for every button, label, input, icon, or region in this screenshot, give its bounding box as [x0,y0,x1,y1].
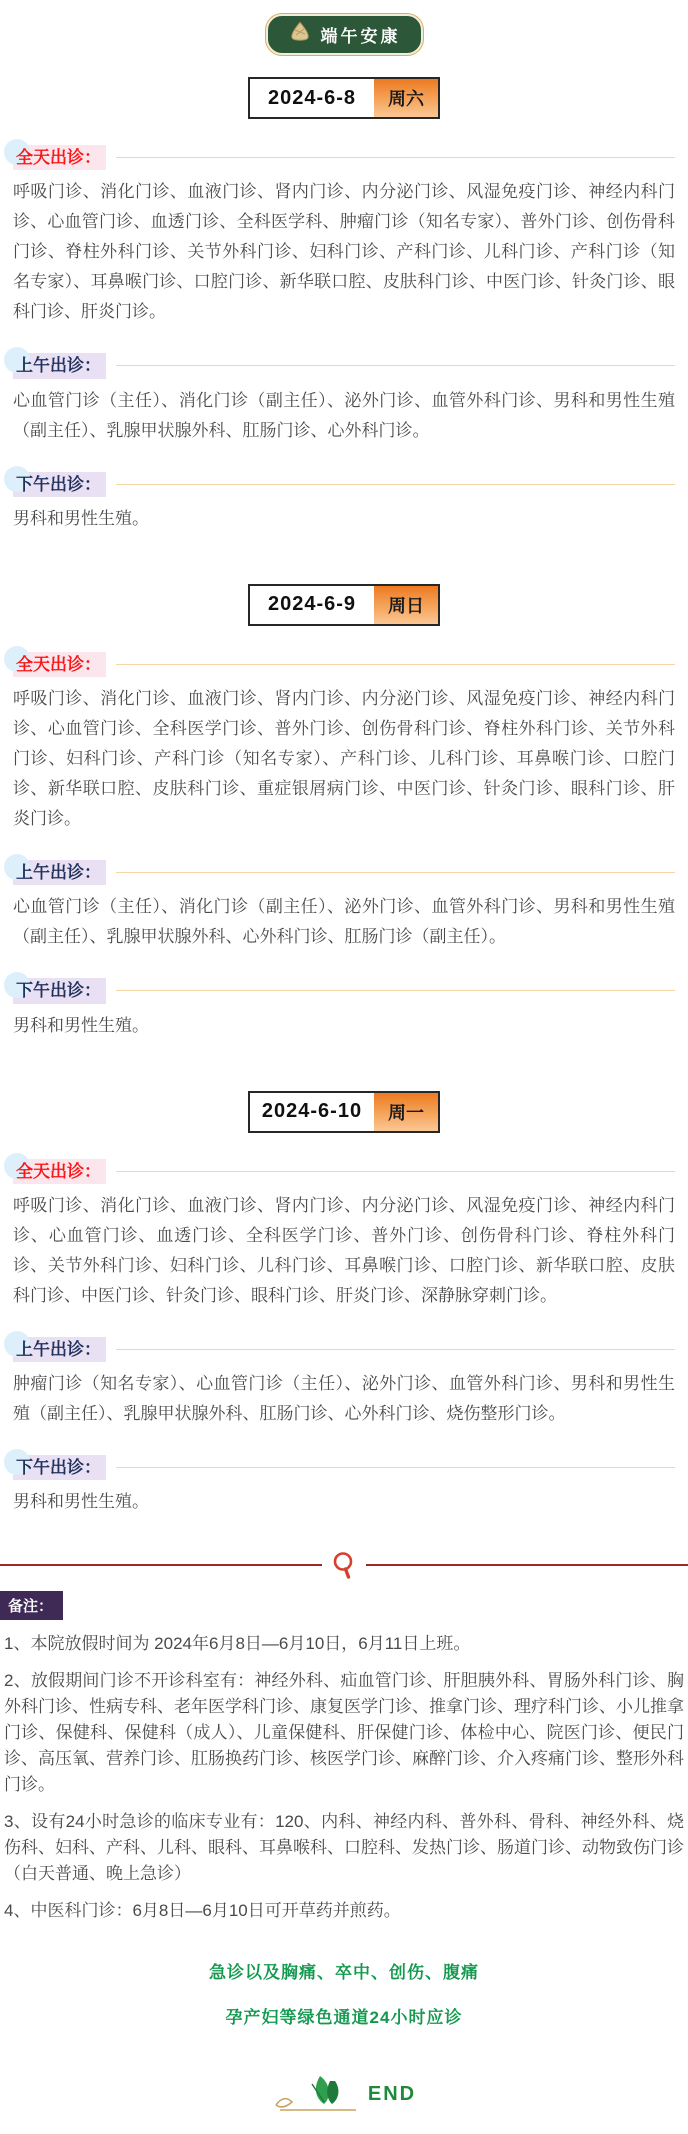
section-label-morning: 上午出诊： [13,353,106,378]
section-rule [116,157,675,158]
section-header-morning [13,1337,675,1362]
section-rule [116,664,675,665]
clinic-list-afternoon: 男科和男性生殖。 [13,508,149,528]
section-label-allday: 全天出诊： [13,652,106,677]
green-line-1: 急诊以及胸痛、卒中、创伤、腹痛 [209,1963,479,1983]
day-section-3 [0,1091,688,1518]
divider-line [0,1564,322,1566]
divider-line [366,1564,688,1566]
section-header-allday [13,652,675,677]
zongzi-icon [288,21,312,48]
section-rule [116,484,675,485]
day-content [0,652,688,1041]
date-text: 2024-6-10 [261,1100,363,1122]
weekday-badge: 周日 [374,586,438,624]
section-rule [116,1171,675,1172]
date-card [248,1091,440,1133]
section-rule [116,365,675,366]
end-label: END [367,2083,417,2106]
green-emphasis [0,1958,688,2028]
section-header-afternoon [13,978,675,1003]
leaf-icon [272,2072,360,2116]
section-header-morning [13,860,675,885]
badge-label: 端午安康 [320,27,401,46]
section-label-morning: 上午出诊： [13,860,106,885]
notes-section [0,1591,688,1924]
section-label-afternoon: 下午出诊： [13,978,106,1003]
green-line-2: 孕产妇等绿色通道24小时应诊 [225,2008,463,2028]
note-item-3: 3、设有24小时急诊的临床专业有：120、内科、神经内科、普外科、骨科、神经外科、烧伤科、妇科、产科、儿科、眼科、耳鼻喉科、口腔科、发热门诊、肠道门诊、动物致伤门诊（白天普通、晚上急诊） [4,1812,684,1884]
badge-row [0,14,688,55]
day-content [0,145,688,534]
clinic-list-allday: 呼吸门诊、消化门诊、血液门诊、肾内门诊、内分泌门诊、风湿免疫门诊、神经内科门诊、心血管门诊、全科医学门诊、普外门诊、创伤骨科门诊、脊柱外科门诊、关节外科门诊、妇科门诊、产科门诊（知名专家）、产科门诊、儿科门诊、耳鼻喉门诊、口腔门诊、新华联口腔、皮肤科门诊、重症银屑病门诊、中医门诊、针灸门诊、眼科门诊、肝炎门诊。 [13,689,675,828]
section-header-afternoon [13,472,675,497]
weekday-badge: 周六 [374,79,438,117]
magnifier-icon [331,1551,357,1579]
clinic-list-afternoon: 男科和男性生殖。 [13,1492,149,1512]
note-item-1: 1、本院放假时间为 2024年6月8日—6月10日，6月11日上班。 [4,1634,471,1654]
clinic-list-allday: 呼吸门诊、消化门诊、血液门诊、肾内门诊、内分泌门诊、风湿免疫门诊、神经内科门诊、心血管门诊、血透门诊、全科医学科、肿瘤门诊（知名专家）、普外门诊、创伤骨科门诊、脊柱外科门诊、关节外科门诊、妇科门诊、产科门诊、儿科门诊、产科门诊（知名专家）、耳鼻喉门诊、口腔门诊、新华联口腔、皮肤科门诊、中医门诊、针灸门诊、眼科门诊、肝炎门诊。 [13,182,675,322]
section-label-morning: 上午出诊： [13,1337,106,1362]
section-rule [116,1349,675,1350]
section-rule [116,990,675,991]
section-header-allday [13,145,675,170]
weekday-badge: 周一 [374,1093,438,1131]
notes-label: 备注： [0,1591,63,1620]
clinic-list-allday: 呼吸门诊、消化门诊、血液门诊、肾内门诊、内分泌门诊、风湿免疫门诊、神经内科门诊、心血管门诊、血透门诊、全科医学门诊、普外门诊、创伤骨科门诊、脊柱外科门诊、关节外科门诊、妇科门诊、儿科门诊、耳鼻喉门诊、口腔门诊、新华联口腔、皮肤科门诊、中医门诊、针灸门诊、眼科门诊、肝炎门诊、深静脉穿刺门诊。 [13,1195,675,1305]
section-label-afternoon: 下午出诊： [13,1455,106,1480]
date-text: 2024-6-8 [267,86,357,109]
note-item-4: 4、中医科门诊：6月8日—6月10日可开草药并煎药。 [4,1901,401,1921]
section-header-morning [13,353,675,378]
day-section-1 [0,77,688,534]
section-label-allday: 全天出诊： [13,145,106,170]
section-divider [0,1551,688,1579]
festival-badge [266,14,423,55]
date-card [248,77,440,119]
section-rule [116,1467,675,1468]
day-content [0,1159,688,1518]
section-label-allday: 全天出诊： [13,1159,106,1184]
end-footer [0,2068,688,2116]
section-rule [116,872,675,873]
clinic-list-morning: 肿瘤门诊（知名专家）、心血管门诊（主任）、泌外门诊、血管外科门诊、男科和男性生殖（副主任）、乳腺甲状腺外科、肛肠门诊、心外科门诊、烧伤整形门诊。 [13,1374,675,1423]
date-card [248,584,440,626]
clinic-list-morning: 心血管门诊（主任）、消化门诊（副主任）、泌外门诊、血管外科门诊、男科和男性生殖（副主任）、乳腺甲状腺外科、肛肠门诊、心外科门诊。 [13,390,675,440]
clinic-list-morning: 心血管门诊（主任）、消化门诊（副主任）、泌外门诊、血管外科门诊、男科和男性生殖（副主任）、乳腺甲状腺外科、心外科门诊、肛肠门诊（副主任）。 [13,897,675,947]
day-section-2 [0,584,688,1041]
section-header-allday [13,1159,675,1184]
date-text: 2024-6-9 [267,593,357,616]
section-header-afternoon [13,1455,675,1480]
clinic-list-afternoon: 男科和男性生殖。 [13,1015,149,1035]
note-item-2: 2、放假期间门诊不开诊科室有：神经外科、疝血管门诊、肝胆胰外科、胃肠外科门诊、胸外科门诊、性病专科、老年医学科门诊、康复医学门诊、推拿门诊、理疗科门诊、小儿推拿门诊、保健科、保健科（成人）、儿童保健科、肝保健门诊、体检中心、院医门诊、便民门诊、高压氧、营养门诊、肛肠换药门诊、核医学门诊、麻醉门诊、介入疼痛门诊、整形外科门诊。 [4,1671,684,1795]
section-label-afternoon: 下午出诊： [13,472,106,497]
